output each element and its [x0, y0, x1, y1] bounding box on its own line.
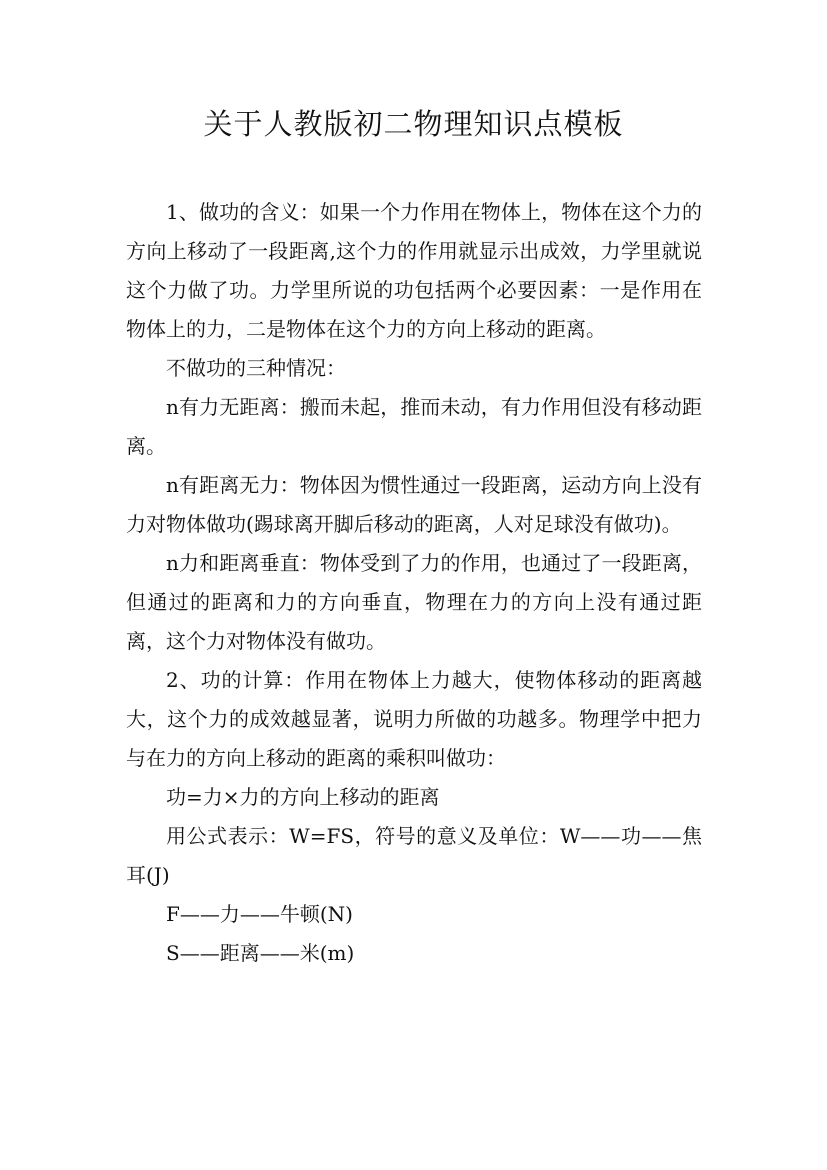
paragraph-formula-symbols: 用公式表示：W=FS，符号的意义及单位：W——功——焦耳(J) [126, 824, 702, 887]
paragraph-no-work-heading: 不做功的三种情况： [166, 356, 346, 380]
document-body [126, 193, 702, 973]
paragraph-force-perpendicular: n力和距离垂直：物体受到了力的作用，也通过了一段距离，但通过的距离和力的方向垂直，物理在力的方向上没有通过距离，这个力对物体没有做功。 [126, 551, 702, 653]
paragraph-work-formula-words: 功=力×力的方向上移动的距离 [166, 785, 440, 809]
paragraph-unit-distance: S——距离——米(m) [166, 941, 355, 965]
paragraph-work-calculation: 2、功的计算：作用在物体上力越大，使物体移动的距离越大，这个力的成效越显著，说明力所做的功越多。物理学中把力与在力的方向上移动的距离的乘积叫做功： [126, 668, 702, 770]
paragraph-unit-force: F——力——牛顿(N) [166, 902, 353, 926]
paragraph-work-definition: 1、做功的含义：如果一个力作用在物体上，物体在这个力的方向上移动了一段距离,这个力的作用就显示出成效，力学里就说这个力做了功。力学里所说的功包括两个必要因素：一是作用在物体上的力，二是物体在这个力的方向上移动的距离。 [126, 200, 702, 341]
paragraph-distance-no-force: n有距离无力：物体因为惯性通过一段距离，运动方向上没有力对物体做功(踢球离开脚后移动的距离，人对足球没有做功)。 [126, 473, 702, 536]
document-title: 关于人教版初二物理知识点模板 [203, 107, 624, 141]
paragraph-force-no-distance: n有力无距离：搬而未起，推而未动，有力作用但没有移动距离。 [126, 395, 702, 458]
